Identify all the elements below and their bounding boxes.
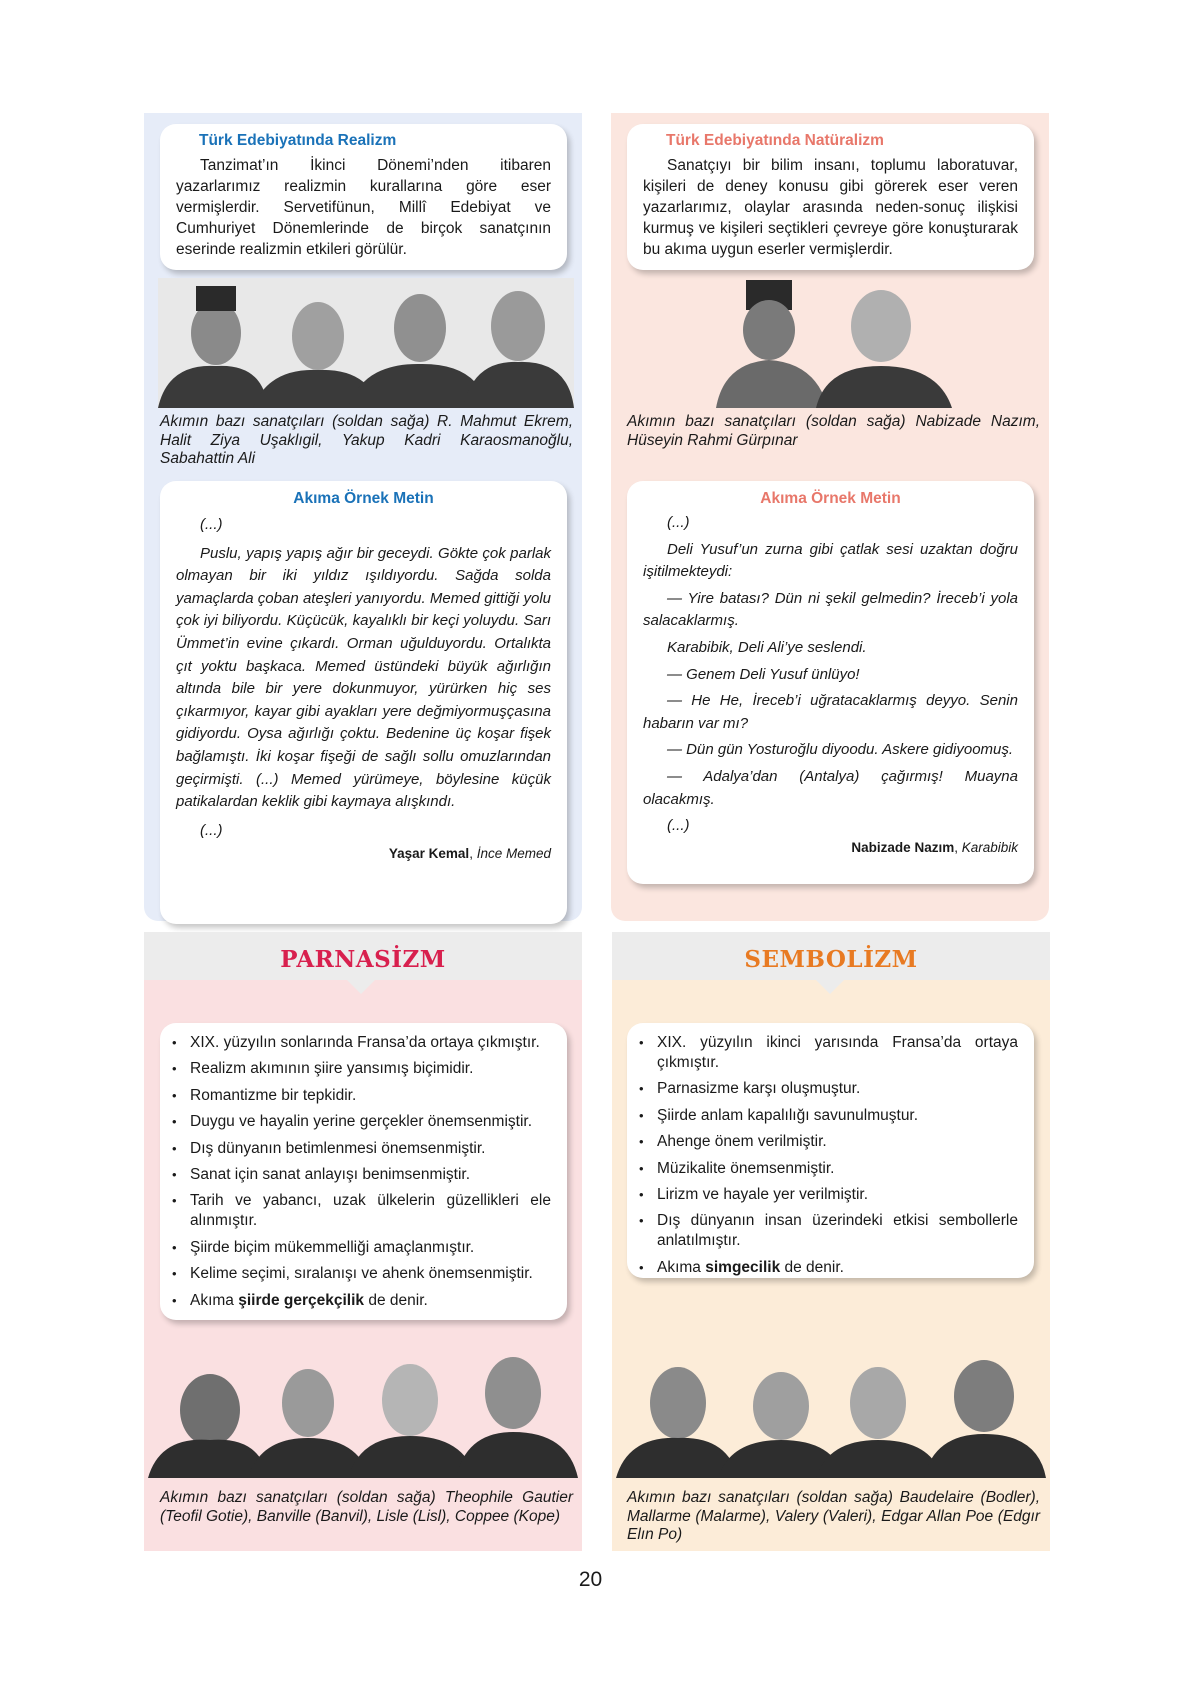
parnassian-bullet: • Tarih ve yabancı, uzak ülkelerin güzellikleri ele alınmıştır.: [168, 1191, 551, 1231]
naturalism-line: — Dün gün Yosturoğlu diyoodu. Askere gidiyoomuş.: [667, 741, 1014, 759]
bullet-text: de denir.: [780, 1258, 844, 1276]
parnassian-bullet: • Şiirde biçim mükemmelliği amaçlanmıştır.: [168, 1238, 551, 1258]
parnassian-bullet: • Kelime seçimi, sıralanışı ve ahenk önemsenmiştir.: [168, 1264, 551, 1284]
parnassian-bullet: • Romantizme bir tepkidir.: [168, 1086, 551, 1106]
parnassian-heading: PARNASİZM: [280, 946, 446, 973]
naturalism-intro-card: [627, 124, 1034, 270]
symbolism-bullet-last: [635, 1258, 1018, 1278]
naturalism-sample-card: [627, 481, 1034, 884]
naturalism-line: Karabibik, Deli Ali’ye seslendi.: [667, 638, 867, 656]
parnassian-caption: Akımın bazı sanatçıları (soldan sağa) Theophile Gautier (Teofil Gotie), Banville (Banvil), Lisle (Lisl), Coppee (Kope): [160, 1489, 573, 1525]
parnassian-bullet: • Dış dünyanın betimlenmesi önemsenmiştir.: [168, 1139, 551, 1159]
naturalism-caption: Akımın bazı sanatçıları (soldan sağa) Nabizade Nazım, Hüseyin Rahmi Gürpınar: [627, 413, 1040, 449]
realism-sample-author: Yaşar Kemal: [388, 846, 470, 862]
parnassian-authors-photo: [148, 1348, 578, 1478]
parnassian-pointer: [347, 980, 375, 994]
naturalism-sample-work: Karabibik: [961, 839, 1018, 855]
symbolism-bullet: • Müzikalite önemsenmiştir.: [635, 1159, 1018, 1179]
naturalism-line: (...): [667, 514, 690, 531]
realism-sample-title: Akıma Örnek Metin: [293, 490, 434, 507]
naturalism-line: — He He, İreceb’i uğratacaklarmış deyyo. Senin habarın var mı?: [643, 692, 1018, 732]
parnassian-list-card: [160, 1023, 567, 1320]
page-number: 20: [578, 1568, 603, 1591]
symbolism-bullet: • Şiirde anlam kapalılığı savunulmuştur.: [635, 1106, 1018, 1126]
naturalism-authors-photo: [716, 278, 956, 408]
realism-sample-open: (...): [200, 516, 223, 533]
portraits-image: [716, 278, 956, 408]
naturalism-title: Türk Edebiyatında Natüralizm: [666, 132, 884, 149]
parnassian-bullet: • Realizm akımının şiire yansımış biçimidir.: [168, 1059, 551, 1079]
realism-sample-card: [160, 481, 567, 924]
realism-authors-photo: [158, 278, 574, 408]
bullet-bold-term: şiirde gerçekçilik: [238, 1291, 365, 1309]
symbolism-caption: Akımın bazı sanatçıları (soldan sağa) Baudelaire (Bodler), Mallarme (Malarme), Valery (Valeri), Edgar Allan Poe (Edgır Elın Po): [627, 1489, 1040, 1544]
symbolism-bullet: • Lirizm ve hayale yer verilmiştir.: [635, 1185, 1018, 1205]
parnassian-bullet: • XIX. yüzyılın sonlarında Fransa’da ortaya çıkmıştır.: [168, 1033, 551, 1053]
portraits-image: [148, 1348, 578, 1478]
symbolism-bullet: • XIX. yüzyılın ikinci yarısında Fransa’da ortaya çıkmıştır.: [635, 1033, 1018, 1073]
naturalism-sample-signature: Nabizade Nazım, Karabibik: [851, 839, 1018, 855]
realism-sample-work: İnce Memed: [476, 846, 551, 862]
naturalism-line: — Yire batası? Dün ni şekil gelmedin? İreceb’i yola salacaklarmış.: [643, 589, 1018, 630]
realism-intro-card: [160, 124, 567, 270]
parnassian-bullet: • Sanat için sanat anlayışı benimsenmiştir.: [168, 1165, 551, 1185]
realism-sample-signature: Yaşar Kemal, İnce Memed: [388, 846, 551, 862]
bullet-text: Akıma: [657, 1258, 706, 1276]
symbolism-heading: SEMBOLİZM: [744, 946, 918, 973]
naturalism-text: Sanatçıyı bir bilim insanı, toplumu laboratuvar, kişileri de deney konusu gibi görerek eser veren yazarlarımız, olaylar arasında neden-sonuç ilişkisi kurmuş ve kişileri seçtikleri çevreye göre konuşturarak bu akıma uygun eserler vermişlerdir.: [643, 157, 1018, 258]
naturalism-sample-title: Akıma Örnek Metin: [760, 490, 901, 507]
bullet-text: de denir.: [364, 1291, 428, 1309]
naturalism-line: — Genem Deli Yusuf ünlüyo!: [667, 665, 860, 683]
symbolism-authors-photo: [616, 1348, 1046, 1478]
naturalism-line: (...): [667, 817, 690, 835]
symbolism-bullet: • Dış dünyanın insan üzerindeki etkisi sembollerle anlatılmıştır.: [635, 1211, 1018, 1251]
symbolism-pointer: [816, 980, 844, 994]
symbolism-bullet: • Parnasizme karşı oluşmuştur.: [635, 1079, 1018, 1099]
symbolism-list-card: [627, 1023, 1034, 1278]
symbolism-bullet: • Ahenge önem verilmiştir.: [635, 1132, 1018, 1152]
realism-caption: Akımın bazı sanatçıları (soldan sağa) R. Mahmut Ekrem, Halit Ziya Uşaklıgil, Yakup Kadri Karaosmanoğlu, Sabahattin Ali: [160, 413, 573, 468]
naturalism-line: — Adalya’dan (Antalya) çağırmış! Muayna olacakmış.: [643, 767, 1018, 808]
naturalism-sample-author: Nabizade Nazım: [851, 839, 955, 855]
realism-sample-text: Puslu, yapış yapış ağır bir geceydi. Gökte çok parlak olmayan bir iki yıldız ışıldıyordu. Sağda solda yamaçlarda çoban ateşleri yanıyordu. Memed gittiği yolu çok iyi biliyordu. Küçücük, kayalıklı bir keçi yoluydu. Sarı Ümmet’in evine çıkardı. Orman uğulduyordu. Ortalıkta çıt yoktu başkaca. Memed üstündeki büyük ağırlığın altında bile bir yere dokunmuyor, yürürken hiç ses çıkarmıyor, kayar gibi ayakları yere değmiyormuşçasına gidiyordu. Oysa ağırlığı çoktu. Bedenine üç koşar fişek bağlamıştı. İki koşar fişeği de sağlı sollu omuzlarından geçirmişti. (...) Memed yürümeye, böylesine küçük patikalardan keklik gibi kaymaya alışkındı.: [176, 544, 551, 811]
panel-divider: [582, 932, 612, 1551]
parnassian-bullet: • Duygu ve hayalin yerine gerçekler önemsenmiştir.: [168, 1112, 551, 1132]
parnassian-bullet-last: [168, 1291, 551, 1311]
realism-text: Tanzimat’ın İkinci Dönemi’nden itibaren yazarlarımız realizmin kurallarına göre eser vermişlerdir. Servetifünun, Millî Edebiyat ve Cumhuriyet Dönemlerinde de birçok sanatçının eserinde realizmin etkileri görülür.: [176, 157, 551, 258]
portraits-image: [158, 278, 574, 408]
portraits-image: [616, 1348, 1046, 1478]
realism-sample-close: (...): [200, 821, 223, 839]
bullet-text: Akıma: [190, 1291, 239, 1309]
naturalism-line: Deli Yusuf’un zurna gibi çatlak sesi uzaktan doğru işitilmekteydi:: [643, 540, 1018, 581]
realism-title: Türk Edebiyatında Realizm: [199, 132, 397, 149]
bullet-bold-term: simgecilik: [705, 1258, 781, 1276]
